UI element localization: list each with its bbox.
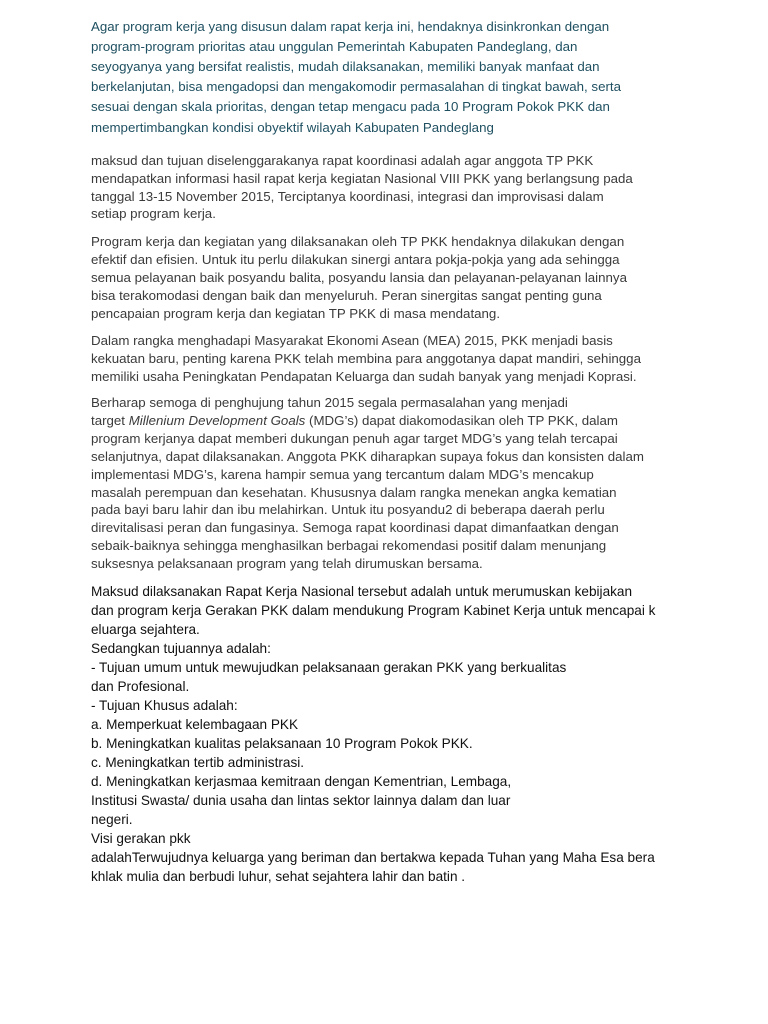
text-line: efektif dan efisien. Untuk itu perlu dilakukan sinergi antara pokja-pokja yang ada sehingga [91,252,620,267]
text-line: c. Meningkatkan tertib administrasi. [91,755,305,770]
text-line: kekuatan baru, penting karena PKK telah membina para anggotanya dapat mandiri, sehingga [91,351,641,366]
text-line: mendapatkan informasi hasil rapat kerja kegiatan Nasional VIII PKK yang berlangsung pada [91,171,633,186]
text-line: pencapaian program kerja dan kegiatan TP PKK di masa mendatang. [91,306,501,321]
text-line: adalahTerwujudnya keluarga yang beriman dan bertakwa kepada Tuhan yang Maha Esa bera [91,850,655,865]
text-line: bisa terakomodasi dengan baik dan menyeluruh. Peran sinergitas sangat penting guna [91,288,602,303]
text-line: mempertimbangkan kondisi obyektif wilayah Kabupaten Pandeglang [91,120,494,135]
text-line: implementasi MDG’s, karena hampir semua yang tercantum dalam MDG’s mencakup [91,467,594,482]
text-line: program kerjanya dapat memberi dukungan penuh agar target MDG’s yang telah tercapai [91,431,618,446]
text-line: Berharap semoga di penghujung tahun 2015 segala permasalahan yang menjadi [91,395,568,410]
text-line: a. Memperkuat kelembagaan PKK [91,717,299,732]
text-line: masalah perempuan dan kesehatan. Khususnya dalam rangka menekan angka kematian [91,485,617,500]
text-line: pada bayi baru lahir dan ibu melahirkan. Untuk itu posyandu2 di beberapa daerah perlu [91,502,605,517]
text-line: b. Meningkatkan kualitas pelaksanaan 10 Program Pokok PKK. [91,736,473,751]
text-line: Program kerja dan kegiatan yang dilaksanakan oleh TP PKK hendaknya dilakukan dengan [91,234,625,249]
text-line: selanjutnya, dapat dilaksanakan. Anggota PKK diharapkan supaya fokus dan konsisten dalam [91,449,644,464]
text-line: - Tujuan umum untuk mewujudkan pelaksanaan gerakan PKK yang berkualitas [91,660,567,675]
text-line: setiap program kerja. [91,206,216,221]
text-line: Sedangkan tujuannya adalah: [91,641,271,656]
text-line: Visi gerakan pkk [91,831,191,846]
text-segment: target [91,413,129,428]
text-line: negeri. [91,812,133,827]
text-line: tanggal 13-15 November 2015, Terciptanya koordinasi, integrasi dan improvisasi dalam [91,189,604,204]
text-line: dan Profesional. [91,679,190,694]
text-line: seyogyanya yang bersifat realistis, mudah dilaksanakan, memiliki banyak manfaat dan [91,59,600,74]
text-line: program-program prioritas atau unggulan Pemerintah Kabupaten Pandeglang, dan [91,39,578,54]
text-line: berkelanjutan, bisa mengadopsi dan mengakomodir permasalahan di tingkat bawah, serta [91,79,621,94]
text-line: d. Meningkatkan kerjasmaa kemitraan dengan Kementrian, Lembaga, [91,774,512,789]
text-line: sebaik-baiknya sehingga menghasilkan berbagai rekomendasi positif dalam menunjang [91,538,607,553]
text-line: maksud dan tujuan diselenggarakanya rapat koordinasi adalah agar anggota TP PKK [91,153,594,168]
text-line: Dalam rangka menghadapi Masyarakat Ekonomi Asean (MEA) 2015, PKK menjadi basis [91,333,613,348]
text-line: suksesnya pelaksanaan program yang telah dirumuskan bersama. [91,556,483,571]
text-line [91,413,618,428]
text-line: Maksud dilaksanakan Rapat Kerja Nasional tersebut adalah untuk merumuskan kebijakan [91,584,633,599]
text-line: dan program kerja Gerakan PKK dalam mendukung Program Kabinet Kerja untuk mencapai k [91,603,656,618]
text-line: semua pelayanan baik posyandu balita, posyandu lansia dan pelayanan-pelayanan lainnya [91,270,627,285]
text-line: Agar program kerja yang disusun dalam rapat kerja ini, hendaknya disinkronkan dengan [91,19,610,34]
text-line: sesuai dengan skala prioritas, dengan tetap mengacu pada 10 Program Pokok PKK dan [91,99,610,114]
italic-term: Millenium Development Goals [128,413,306,428]
text-segment: (MDG’s) dapat diakomodasikan oleh TP PKK, dalam [305,413,618,428]
text-line: khlak mulia dan berbudi luhur, sehat sejahtera lahir dan batin . [91,869,466,884]
text-line: eluarga sejahtera. [91,622,200,637]
text-line: Institusi Swasta/ dunia usaha dan lintas sektor lainnya dalam dan luar [91,793,511,808]
text-line: memiliki usaha Peningkatan Pendapatan Keluarga dan sudah banyak yang menjadi Koprasi. [91,369,637,384]
text-line: - Tujuan Khusus adalah: [91,698,238,713]
text-line: direvitalisasi peran dan fungasinya. Semoga rapat koordinasi dapat dimanfaatkan dengan [91,520,619,535]
